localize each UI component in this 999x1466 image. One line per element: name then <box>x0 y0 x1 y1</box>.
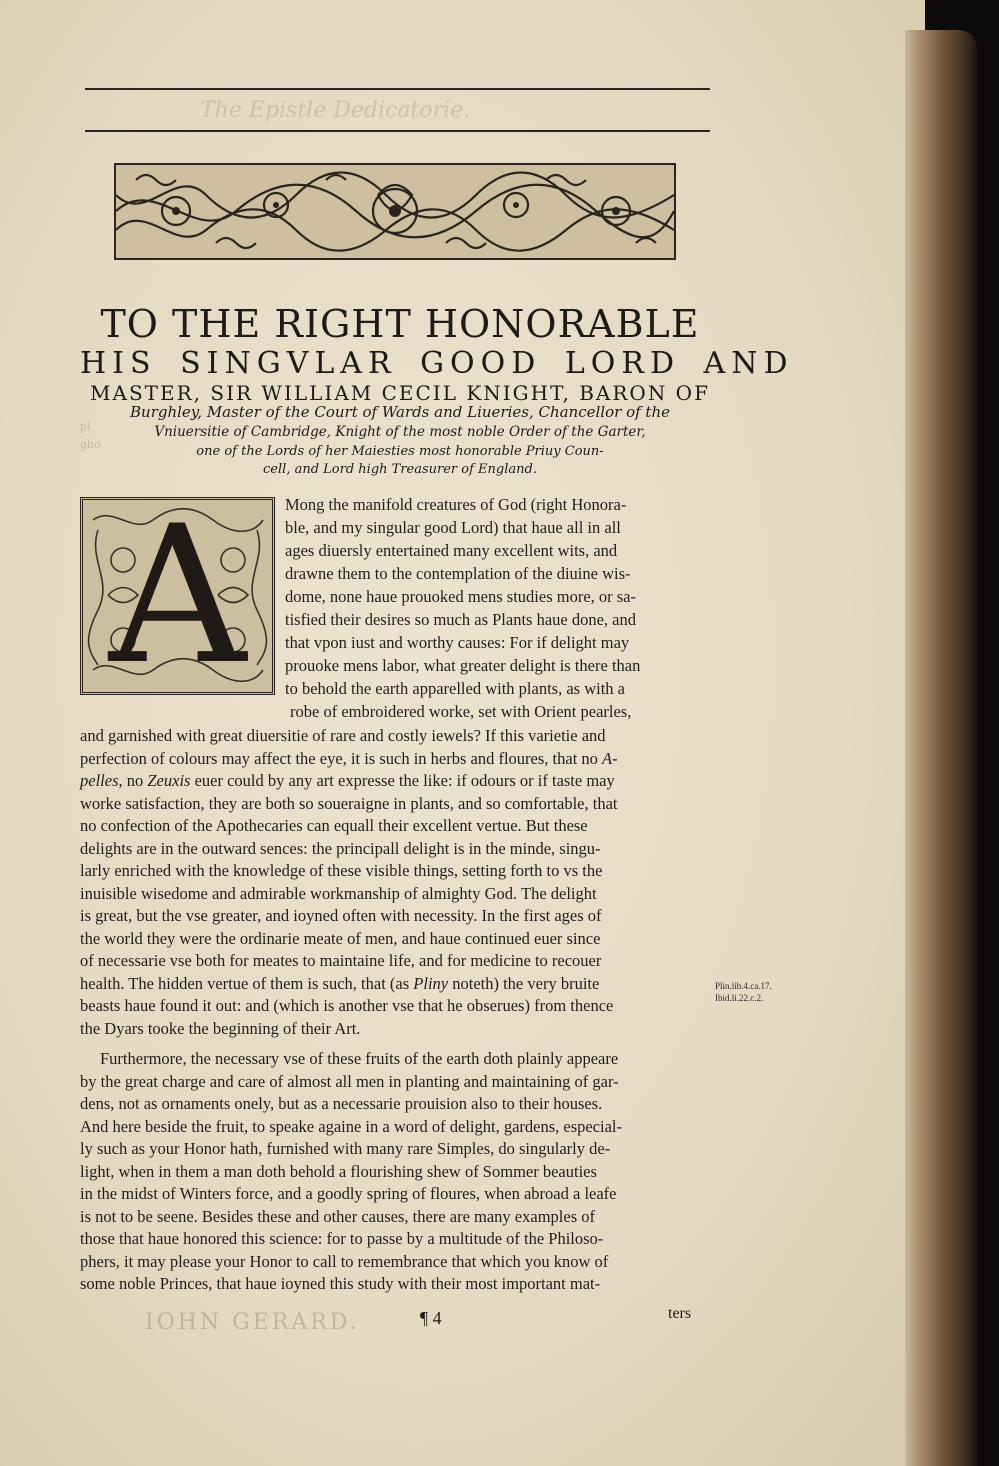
text-line: dome, none haue prouoked mens studies more, or sa- <box>285 587 636 606</box>
text-line: is not to be seene. Besides these and other causes, there are many examples of <box>80 1206 595 1226</box>
text-line: and garnished with great diuersitie of rare and costly iewels? If this varietie and <box>80 726 606 745</box>
heading-line-1: TO THE RIGHT HONORABLE <box>100 302 700 346</box>
heading-line-4: Burghley, Master of the Court of Wards and Liueries, Chancellor of the <box>130 403 670 421</box>
heading-line-2: HIS SINGVLAR GOOD LORD AND <box>80 346 794 381</box>
decorated-initial <box>80 497 275 695</box>
text-line: Furthermore, the necessary vse of these fruits of the earth doth plainly appeare <box>100 1049 619 1068</box>
text-line: those that haue honored this science: for to passe by a multitude of the Philoso- <box>80 1229 604 1248</box>
show-through-footer: IOHN GERARD. <box>145 1310 360 1335</box>
text-line: ages diuersly entertained many excellent wits, and <box>285 541 618 560</box>
paragraph-1 <box>80 725 618 1040</box>
text-line: beasts haue found it out: and (which is another vse that he obserues) from thence <box>80 996 614 1015</box>
text-line: robe of embroidered worke, set with Orient pearles, <box>290 702 632 721</box>
text-line: perfection of colours may affect the eye, it is such in herbs and floures, that no A- <box>80 748 618 768</box>
text-line: the world they were the ordinarie meate of men, and haue continued euer since <box>80 928 601 948</box>
text-line: to behold the earth apparelled with plants, as with a <box>285 679 625 698</box>
text-line: prouoke mens labor, what greater delight is there than <box>285 656 641 675</box>
initial-letter: A <box>108 497 247 695</box>
heading-line-5: Vniuersitie of Cambridge, Knight of the most noble Order of the Garter, <box>154 424 646 440</box>
heading-line-3: MASTER, SIR WILLIAM CECIL KNIGHT, BARON OF <box>90 381 710 405</box>
text-line: ly such as your Honor hath, furnished with many rare Simples, do singularly de- <box>80 1139 611 1158</box>
text-line: by the great charge and care of almost all men in planting and maintaining of gar- <box>80 1071 619 1091</box>
show-through-text: The Epistle Dedicatorie. <box>200 98 471 123</box>
heading-line-7: cell, and Lord high Treasurer of England. <box>263 462 537 477</box>
text-line: light, when in them a man doth behold a flourishing shew of Sommer beauties <box>80 1161 597 1181</box>
text-line: that vpon iust and worthy causes: For if delight may <box>285 633 630 652</box>
margin-note-line: Ibid.li.22.c.2. <box>715 993 764 1003</box>
text-line: the Dyars tooke the beginning of their Art. <box>80 1018 361 1038</box>
text-line: of necessarie vse both for meates to maintaine life, and for medicine to recouer <box>80 951 602 970</box>
text-line: ble, and my singular good Lord) that haue all in all <box>285 518 621 537</box>
text-line: in the midst of Winters force, and a goodly spring of floures, when abroad a leafe <box>80 1184 617 1203</box>
text-line: some noble Princes, that haue ioyned this study with their most important mat- <box>80 1274 601 1293</box>
text-line: no confection of the Apothecaries can equall their excellent vertue. But these <box>80 816 588 835</box>
text-line: drawne them to the contemplation of the diuine wis- <box>285 564 631 583</box>
text-line: tisfied their desires so much as Plants haue done, and <box>285 610 637 629</box>
ornamental-headpiece <box>114 163 676 260</box>
text-line: Mong the manifold creatures of God (right Honora- <box>285 495 627 514</box>
text-line: worke satisfaction, they are both so soueraigne in plants, and so comfortable, that <box>80 793 618 813</box>
text-line: pelles, no Zeuxis euer could by any art expresse the like: if odours or if taste may <box>80 771 615 790</box>
margin-note <box>715 980 772 1004</box>
text-line: is great, but the vse greater, and ioyned often with necessity. In the first ages of <box>80 906 602 925</box>
text-line: And here beside the fruit, to speake againe in a word of delight, gardens, especial- <box>80 1116 623 1136</box>
text-line: inuisible wisedome and admirable workmanship of almighty God. The delight <box>80 883 597 903</box>
catchword: ters <box>668 1305 692 1322</box>
text-line: delights are in the outward sences: the principall delight is in the minde, singu- <box>80 838 601 858</box>
text-line: dens, not as ornaments onely, but as a necessarie prouision also to their houses. <box>80 1094 603 1113</box>
heading-line-6: one of the Lords of her Maiesties most honorable Priuy Coun- <box>196 444 604 459</box>
paragraph-2 <box>80 1048 622 1296</box>
signature-mark: ¶ 4 <box>420 1308 442 1328</box>
show-through-marks: pl gho <box>80 420 101 451</box>
second-rule <box>85 130 710 132</box>
top-rule <box>85 88 710 90</box>
text-line: larly enriched with the knowledge of these visible things, setting forth to vs the <box>80 861 603 880</box>
book-spine <box>905 30 977 1466</box>
text-line: phers, it may please your Honor to call to remembrance that which you know of <box>80 1251 609 1271</box>
text-line: health. The hidden vertue of them is such, that (as Pliny noteth) the very bruite <box>80 973 600 993</box>
margin-note-line: Plin.lib.4.ca.17. <box>715 981 772 991</box>
